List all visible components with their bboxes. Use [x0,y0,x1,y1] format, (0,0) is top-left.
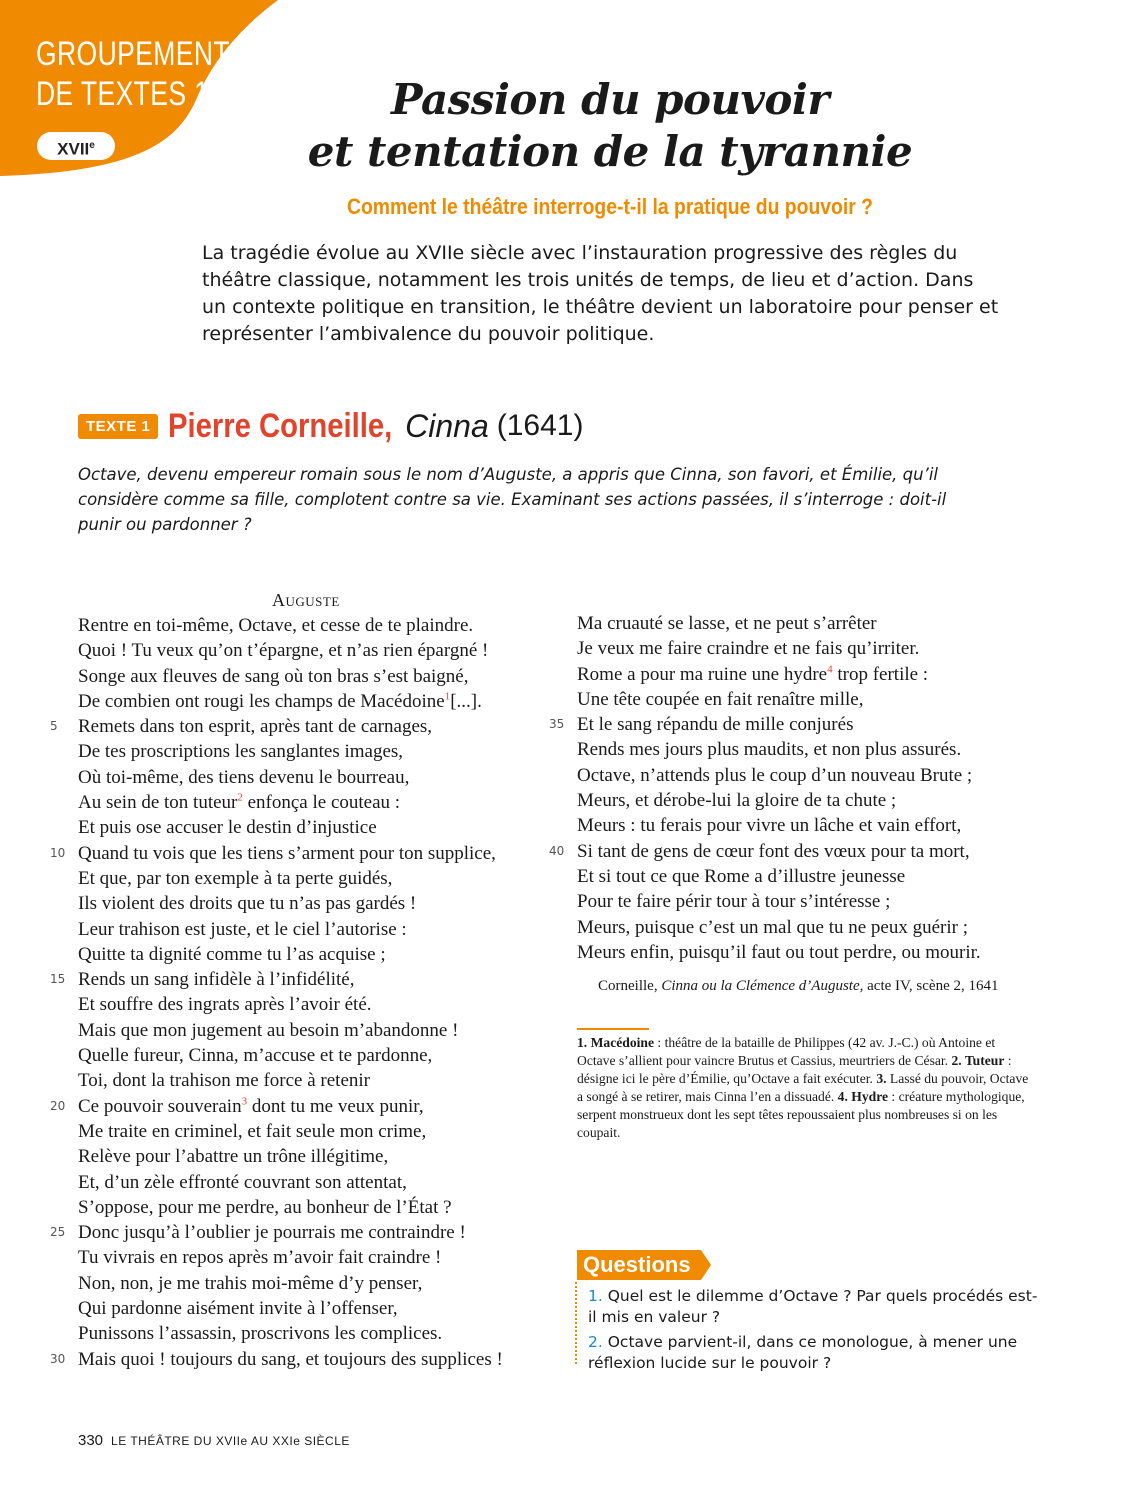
verse-text: Rends mes jours plus maudits, et non plus assurés. [577,739,962,761]
verse-text: Relève pour l’abattre un trône illégitime, [78,1146,389,1168]
verse-text: Quand tu vois que les tiens s’arment pour ton supplice, [78,842,496,864]
question-text: Quel est le dilemme d’Octave ? Par quels procédés est-il mis en valeur ? [588,1287,1038,1326]
group-label [36,34,230,114]
verse-line [78,917,503,942]
verse-text: Au sein de ton tuteur [78,792,238,814]
verse-line [549,712,981,737]
footnote-label: 3. [876,1071,887,1086]
page-number: 330 [78,1432,104,1449]
footnote-text: : désigne ici le père d’Émilie, qu’Octave a fait exécuter. [577,1053,1012,1086]
verse-line [577,737,981,762]
verse-text: Rends un sang infidèle à l’infidélité, [78,969,355,991]
question-number: 1. [588,1287,603,1305]
verse-text: Si tant de gens de cœur font des vœux pour ta mort, [577,840,970,862]
intro-paragraph: La tragédie évolue au XVIIe siècle avec l’instauration progressive des règles du théâtre classique, notamment les trois unités de temps, de lieu et d’action. Dans un contexte politique en transition, le théâtre devient un laboratoire pour penser et représenter l’ambivalence du pouvoir politique. [202,242,999,345]
line-number: 15 [50,972,66,987]
verse-text: Non, non, je me trahis moi-même d’y penser, [78,1272,423,1294]
verse-text: Pour te faire périr tour à tour s’intéresse ; [577,891,891,913]
verse-text: Tu vivrais en repos après m’avoir fait craindre ! [78,1247,442,1269]
questions-rule [575,1282,577,1364]
verse-text: Meurs, et dérobe-lui la gloire de ta chute ; [577,790,897,812]
speaker-name: Auguste [272,590,340,610]
verse-text: Remets dans ton esprit, après tant de carnages, [78,716,433,738]
verse-line [577,687,981,712]
page-title [290,74,930,178]
line-number: 20 [50,1098,66,1113]
line-number: 5 [50,719,58,734]
verse-line [78,689,503,714]
verse-text: Mais que mon jugement au besoin m’abandonne ! [78,1019,459,1041]
footnote-text: : théâtre de la bataille de Philippes (42 av. J.-C.) où Antoine et Octave s’allient pour vaincre Brutus et Cassius, meurtriers de César. [577,1035,996,1068]
footnote-label: 1. Macédoine [577,1035,655,1050]
verse-text: Et souffre des ingrats après l’avoir été. [78,994,372,1016]
verse-line [50,1094,503,1119]
verse-text: De tes proscriptions les sanglantes images, [78,741,404,763]
context-paragraph: Octave, devenu empereur romain sous le nom d’Auguste, a appris que Cinna, son favori, et Émilie, qu’il considère comme sa fille, complotent contre sa vie. Examinant ses actions passées, il s’interroge : doit-il punir ou pardonner ? [78,465,947,534]
footnote-label: 2. Tuteur [951,1053,1005,1068]
verse-line [577,889,981,914]
verse-text: De combien ont rougi les champs de Macédoine [78,690,445,712]
verse-line [577,763,981,788]
verse-line [78,638,503,663]
question-text: Octave parvient-il, dans ce monologue, à mener une réflexion lucide sur le pouvoir ? [588,1333,1018,1372]
verse-text: Et le sang répandu de mille conjurés [577,714,854,736]
verse-line [78,1144,503,1169]
verse-text: Et que, par ton exemple à ta perte guidés, [78,867,393,889]
verse-line [78,1271,503,1296]
verse-text: Ce pouvoir souverain [78,1095,242,1117]
line-number: 35 [549,717,565,732]
verse-line [78,1068,503,1093]
line-number: 40 [549,843,565,858]
page-title-line1: Passion du pouvoir [390,75,830,124]
century-badge [37,132,115,160]
verse-text-after: trop fertile : [832,663,929,685]
verse-line [78,1119,503,1144]
verse-text: Mais quoi ! toujours du sang, et toujours des supplices ! [78,1348,503,1370]
verse-line [577,636,981,661]
verse-line [78,942,503,967]
source-citation [598,978,998,995]
questions-title: Questions [577,1250,701,1280]
verse-line [78,1043,503,1068]
verse-text: Me traite en criminel, et fait seule mon crime, [78,1120,427,1142]
verse-line [577,813,981,838]
verse-text: Leur trahison est juste, et le ciel l’autorise : [78,918,407,940]
group-label-line1: GROUPEMENT [36,35,230,73]
footnote-label: 4. Hydre [837,1089,889,1104]
verse-text: S’oppose, pour me perdre, au bonheur de l’État ? [78,1196,452,1218]
verse-line [577,788,981,813]
line-number: 10 [50,845,66,860]
question-item [588,1332,1038,1374]
verse-line [78,1018,503,1043]
verse-text: Punissons l’assassin, proscrivons les complices. [78,1323,443,1345]
verse-text: Rentre en toi-même, Octave, et cesse de te plaindre. [78,615,474,636]
verse-text: Ils violent des droits que tu n’as pas gardés ! [78,893,417,915]
verse-line [50,967,503,992]
verse-text: Quoi ! Tu veux qu’on t’épargne, et n’as rien épargné ! [78,640,489,662]
footnote-ref: 3 [241,1095,248,1108]
verse-line [78,891,503,916]
verse-text: Je veux me faire craindre et ne fais qu’irriter. [577,638,920,660]
verse-line [50,841,503,866]
verse-text: Songe aux fleuves de sang où ton bras s’est baigné, [78,665,469,687]
footnotes [577,1034,1032,1142]
verse-line [78,866,503,891]
century-text: XVII [57,139,90,159]
verse-column-left [50,613,503,1372]
verse-text: Quitte ta dignité comme tu l’as acquise ; [78,943,386,965]
footnote-text: : créature mythologique, serpent monstrueux dont les sept têtes repoussaient plus nombreuses si on les coupait. [577,1089,1025,1140]
verse-line [50,1220,503,1245]
verse-line [577,662,981,687]
verse-text: Et si tout ce que Rome a d’illustre jeunesse [577,865,906,887]
verse-text: Une tête coupée en fait renaître mille, [577,688,864,710]
verse-line [549,839,981,864]
work-title: Cinna [405,407,489,444]
footnote-ref: 4 [827,663,833,676]
author-name: Pierre Corneille, [168,406,393,445]
citation-author: Corneille, [598,978,662,994]
verse-line [50,714,503,739]
verse-line [78,1296,503,1321]
footnote-ref: 2 [237,791,243,804]
verse-line [577,864,981,889]
verse-text: Toi, dont la trahison me force à retenir [78,1070,371,1092]
page-title-line2: et tentation de la tyrannie [307,127,913,176]
verse-line [78,1321,503,1346]
verse-text-after: [...]. [450,690,482,712]
question-number: 2. [588,1333,603,1351]
verse-text: Et, d’un zèle effronté couvrant son attentat, [78,1171,407,1193]
verse-text-after: enfonça le couteau : [242,792,401,814]
verse-line [577,940,981,965]
verse-line [78,1195,503,1220]
verse-text: Meurs : tu ferais pour vivre un lâche et vain effort, [577,815,962,837]
citation-work: Cinna ou la Clémence d’Auguste, [661,978,864,994]
verse-text: Rome a pour ma ruine une hydre [577,663,828,685]
verse-line [78,992,503,1017]
verse-text: Donc jusqu’à l’oublier je pourrais me contraindre ! [78,1222,466,1244]
page-subtitle: Comment le théâtre interroge-t-il la pratique du pouvoir ? [347,194,873,219]
verse-text: Meurs, puisque c’est un mal que tu ne peux guérir ; [577,916,968,938]
verse-line [50,1347,503,1372]
verse-text: Où toi-même, des tiens devenu le bourreau, [78,766,410,788]
verse-line [78,1245,503,1270]
verse-line [577,611,981,636]
work-year: (1641) [496,409,584,442]
verse-line [78,1170,503,1195]
verse-line [78,664,503,689]
verse-text: Et puis ose accuser le destin d’injustice [78,817,377,839]
verse-line [78,739,503,764]
citation-ref: acte IV, scène 2, 1641 [863,978,999,994]
text-badge: TEXTE 1 [78,414,158,439]
century-suffix: e [89,140,95,151]
verse-text: Octave, n’attends plus le coup d’un nouveau Brute ; [577,764,973,786]
group-label-line2: DE TEXTES 1 [36,75,210,113]
verse-text-after: dont tu me veux punir, [247,1095,424,1117]
text-heading [78,404,583,448]
footnote-ref: 1 [444,690,451,703]
verse-text: Qui pardonne aisément invite à l’offenser, [78,1298,398,1320]
questions-list [588,1286,1038,1378]
question-item [588,1286,1038,1328]
verse-column-right [549,611,981,965]
verse-line [78,815,503,840]
footnote-rule [577,1028,649,1030]
page-footer [78,1432,350,1449]
verse-text: Ma cruauté se lasse, et ne peut s’arrêter [577,613,877,634]
line-number: 30 [50,1351,66,1366]
line-number: 25 [50,1225,66,1240]
verse-line [577,915,981,940]
verse-text: Meurs enfin, puisqu’il faut ou tout perdre, ou mourir. [577,941,981,963]
verse-text: Quelle fureur, Cinna, m’accuse et te pardonne, [78,1045,433,1067]
running-head: LE THÉÂTRE DU XVIIe AU XXIe SIÈCLE [111,1434,350,1448]
verse-line [78,790,503,815]
verse-line [78,765,503,790]
verse-line [78,613,503,638]
footnote-text: Lassé du pouvoir, Octave a songé à se retirer, mais Cinna l’en a dissuadé. [577,1071,1029,1104]
